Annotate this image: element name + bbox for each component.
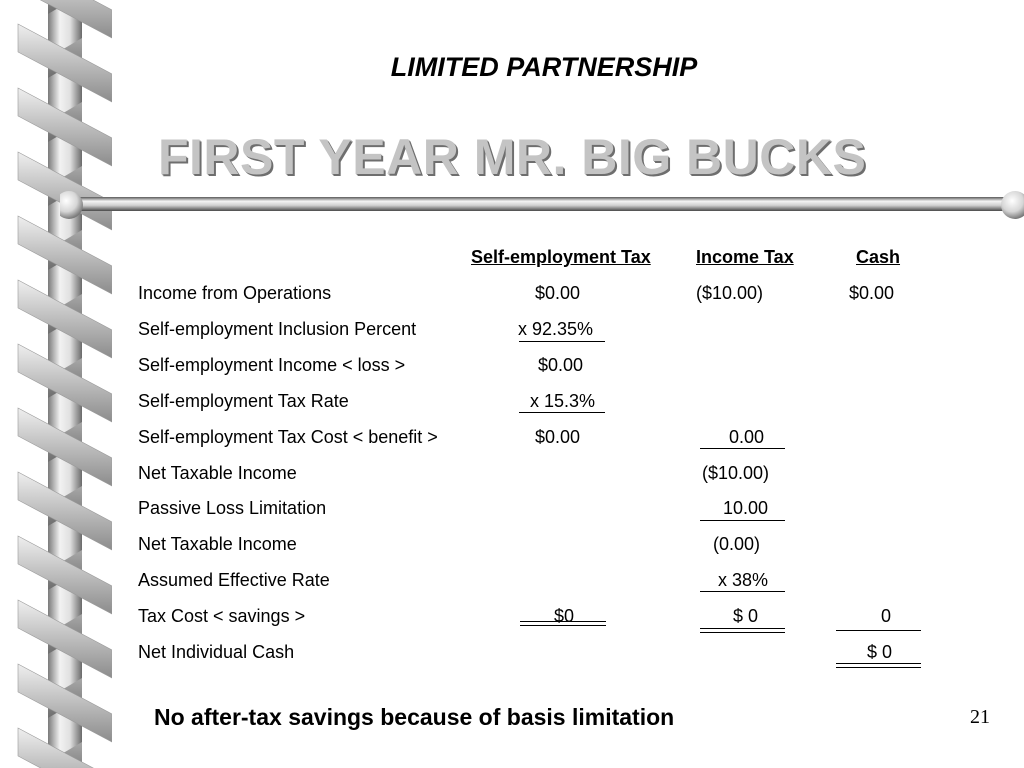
row-label: Self-employment Income < loss > <box>138 355 406 375</box>
double-underline <box>520 621 606 626</box>
income-tax-value: 0.00 <box>729 427 765 447</box>
page-number: 21 <box>970 706 990 728</box>
underline <box>700 520 785 521</box>
underline <box>836 630 921 631</box>
income-tax-value: x 38% <box>718 570 769 590</box>
underline <box>519 341 605 342</box>
income-tax-value: (0.00) <box>713 534 761 554</box>
footer-note: No after-tax savings because of basis limitation <box>154 704 675 730</box>
row-label: Net Taxable Income <box>138 534 297 554</box>
se-tax-value: x 92.35% <box>518 319 594 339</box>
income-tax-value: ($10.00) <box>702 463 770 483</box>
se-tax-value: $0 <box>554 606 575 626</box>
se-tax-value: $0.00 <box>538 355 584 375</box>
double-underline <box>836 663 921 668</box>
column-header-se-tax: Self-employment Tax <box>471 247 651 267</box>
row-label: Self-employment Inclusion Percent <box>138 319 417 339</box>
row-label: Income from Operations <box>138 283 332 303</box>
ribbon-decoration <box>0 0 112 768</box>
row-label: Self-employment Tax Cost < benefit > <box>138 427 438 447</box>
page-title: FIRST YEAR MR. BIG BUCKS <box>158 129 867 185</box>
cash-value: $0.00 <box>849 283 895 303</box>
underline <box>700 591 785 592</box>
underline <box>519 412 605 413</box>
row-label: Assumed Effective Rate <box>138 570 330 590</box>
row-label: Net Individual Cash <box>138 642 295 662</box>
se-tax-value: $0.00 <box>535 427 581 447</box>
income-tax-value: $ 0 <box>733 606 759 626</box>
row-label: Tax Cost < savings > <box>138 606 306 626</box>
row-label: Self-employment Tax Rate <box>138 391 349 411</box>
column-header-income-tax: Income Tax <box>696 247 794 267</box>
cash-value: $ 0 <box>867 642 893 662</box>
income-tax-value: 10.00 <box>723 498 769 518</box>
se-tax-value: x 15.3% <box>530 391 596 411</box>
underline <box>700 448 785 449</box>
cash-value: 0 <box>881 606 892 626</box>
column-header-cash: Cash <box>856 247 901 267</box>
income-tax-value: ($10.00) <box>696 283 764 303</box>
row-label: Net Taxable Income <box>138 463 297 483</box>
horizontal-divider-bar <box>60 191 1024 219</box>
subtitle: LIMITED PARTNERSHIP <box>390 52 698 82</box>
double-underline <box>700 628 785 633</box>
se-tax-value: $0.00 <box>535 283 581 303</box>
row-label: Passive Loss Limitation <box>138 498 327 518</box>
